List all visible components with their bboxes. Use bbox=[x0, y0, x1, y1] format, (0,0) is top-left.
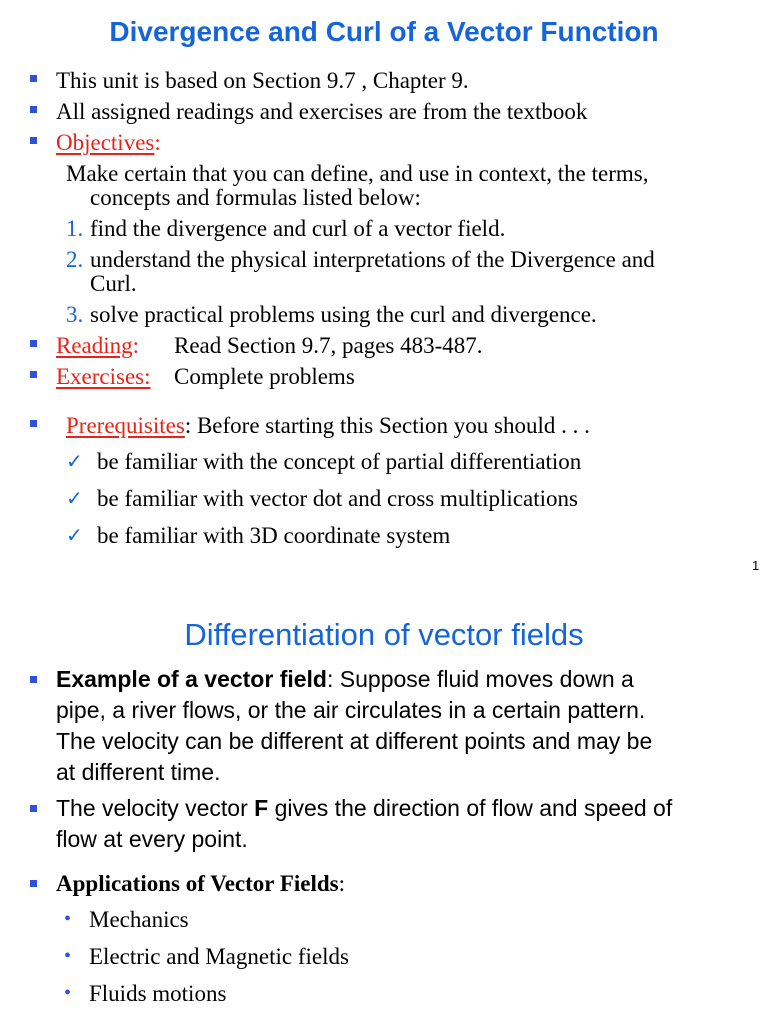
objective-number: 1. bbox=[66, 216, 84, 241]
prerequisites-label: Prerequisites bbox=[66, 413, 185, 438]
example-line4: at different time. bbox=[56, 759, 221, 785]
example-text: : Suppose fluid moves down a bbox=[326, 666, 634, 692]
objectives-label: Objectives bbox=[56, 130, 155, 155]
reading-colon: : bbox=[132, 333, 140, 358]
velocity-text-pre: The velocity vector bbox=[56, 795, 255, 821]
velocity-vector-symbol: F bbox=[254, 795, 269, 821]
applications-heading bbox=[56, 871, 345, 897]
slide2-title: Differentiation of vector fields bbox=[184, 617, 584, 652]
bullet-square-icon bbox=[30, 137, 37, 144]
application-item: Mechanics bbox=[89, 907, 189, 932]
intro-bullet-1: This unit is based on Section 9.7 , Chapter 9. bbox=[56, 68, 469, 93]
bullet-square-icon bbox=[30, 340, 37, 347]
prerequisites-text: : Before starting this Section you should . . . bbox=[184, 413, 590, 438]
bullet-square-icon bbox=[30, 420, 37, 427]
bullet-square-icon bbox=[30, 75, 37, 82]
reading-line bbox=[56, 333, 139, 359]
bullet-dot-icon: • bbox=[64, 982, 72, 1004]
applications-bold-label: Applications of Vector Fields bbox=[56, 871, 339, 896]
checkmark-icon: ✓ bbox=[66, 525, 83, 547]
velocity-line2: flow at every point. bbox=[56, 826, 248, 852]
prereq-item: be familiar with the concept of partial differentiation bbox=[97, 449, 582, 474]
bullet-dot-icon: • bbox=[64, 945, 72, 967]
objectives-heading bbox=[56, 130, 161, 156]
page-number: 1 bbox=[752, 558, 760, 573]
reading-label: Reading bbox=[56, 333, 133, 358]
objectives-intro-line2: concepts and formulas listed below: bbox=[90, 185, 421, 210]
objective-item: understand the physical interpretations of the Divergence and bbox=[90, 247, 655, 272]
bullet-square-icon bbox=[30, 371, 37, 378]
example-line1 bbox=[56, 664, 634, 695]
objectives-intro-line1: Make certain that you can define, and use in context, the terms, bbox=[66, 161, 649, 186]
checkmark-icon: ✓ bbox=[66, 488, 83, 510]
checkmark-icon: ✓ bbox=[66, 451, 83, 473]
example-line2: pipe, a river flows, or the air circulates in a certain pattern. bbox=[56, 697, 646, 723]
reading-text: Read Section 9.7, pages 483-487. bbox=[174, 333, 483, 358]
bullet-square-icon bbox=[30, 805, 37, 812]
prereq-item: be familiar with 3D coordinate system bbox=[97, 523, 451, 548]
prereq-item: be familiar with vector dot and cross multiplications bbox=[97, 486, 578, 511]
application-item: Electric and Magnetic fields bbox=[89, 944, 349, 969]
objective-item: find the divergence and curl of a vector field. bbox=[90, 216, 506, 241]
intro-bullet-2: All assigned readings and exercises are from the textbook bbox=[56, 99, 588, 124]
objective-item: solve practical problems using the curl and divergence. bbox=[90, 302, 597, 327]
objectives-colon: : bbox=[154, 130, 161, 155]
bullet-square-icon bbox=[30, 880, 37, 887]
objective-number: 3. bbox=[66, 302, 84, 327]
prerequisites-line bbox=[66, 413, 590, 439]
bullet-square-icon bbox=[30, 106, 37, 113]
application-item: Fluids motions bbox=[89, 981, 227, 1006]
velocity-line1 bbox=[56, 793, 672, 824]
exercises-label: Exercises: bbox=[56, 364, 151, 389]
bullet-dot-icon: • bbox=[64, 908, 72, 930]
example-line3: The velocity can be different at different points and may be bbox=[56, 728, 653, 754]
objective-item-continued: Curl. bbox=[90, 271, 137, 296]
bullet-square-icon bbox=[30, 676, 37, 683]
velocity-text-post: gives the direction of flow and speed of bbox=[268, 795, 673, 821]
exercises-text: Complete problems bbox=[174, 364, 355, 389]
example-bold-label: Example of a vector field bbox=[56, 666, 327, 692]
slide1-title: Divergence and Curl of a Vector Function bbox=[109, 16, 659, 47]
applications-colon: : bbox=[338, 871, 346, 896]
objective-number: 2. bbox=[66, 247, 84, 272]
exercises-line bbox=[56, 364, 151, 390]
